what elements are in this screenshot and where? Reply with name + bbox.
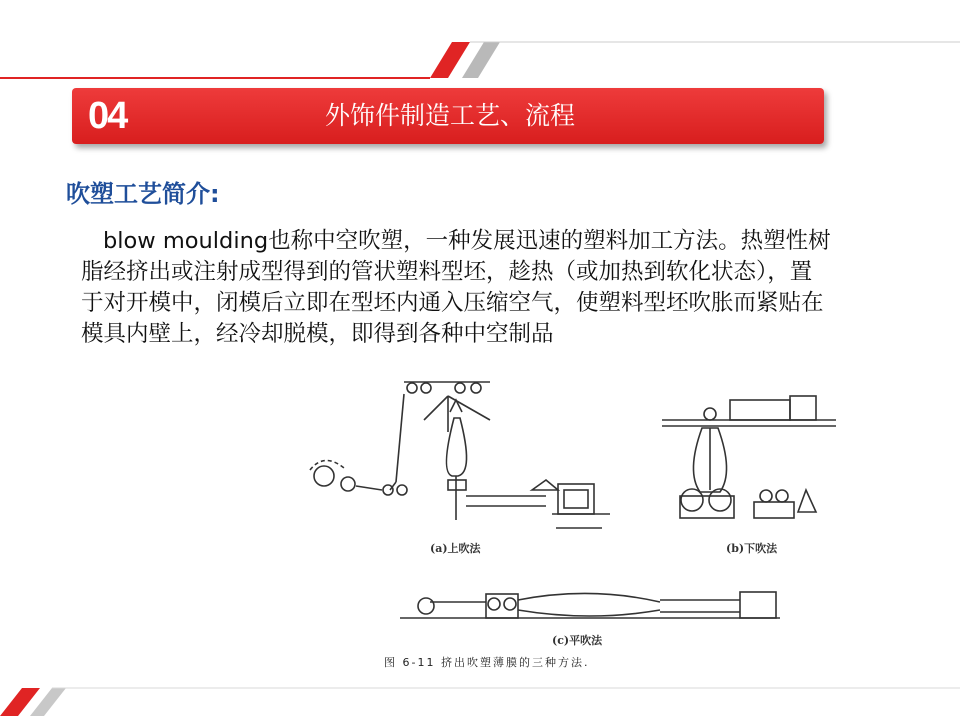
content-heading: 吹塑工艺简介: [66,180,220,208]
diagram-b-downward-blowing [662,396,836,518]
caption-a: (a)上吹法 [430,542,481,555]
figure-caption: 图 6-11 挤出吹塑薄膜的三种方法. [384,656,590,669]
diagram-a-upward-blowing [310,382,610,528]
section-number: 04 [88,95,127,137]
caption-b: (b)下吹法 [726,542,778,555]
section-title: 外饰件制造工艺、流程 [324,101,575,130]
caption-c: (c)平吹法 [552,634,603,647]
bottom-decoration [0,680,960,720]
blow-film-methods-figure [300,372,840,672]
body-paragraph: blow moulding也称中空吹塑，一种发展迅速的塑料加工方法。热塑性树脂经挤出或注射成型得到的管状塑料型坯，趁热（或加热到软化状态），置于对开模中，闭模后立即在型坯内通入压缩空气，使塑料型坯吹胀而紧贴在模具内壁上，经冷却脱模，即得到各种中空制品 [81,228,831,347]
diagram-c-horizontal-blowing [400,592,780,618]
top-decoration [0,0,960,90]
